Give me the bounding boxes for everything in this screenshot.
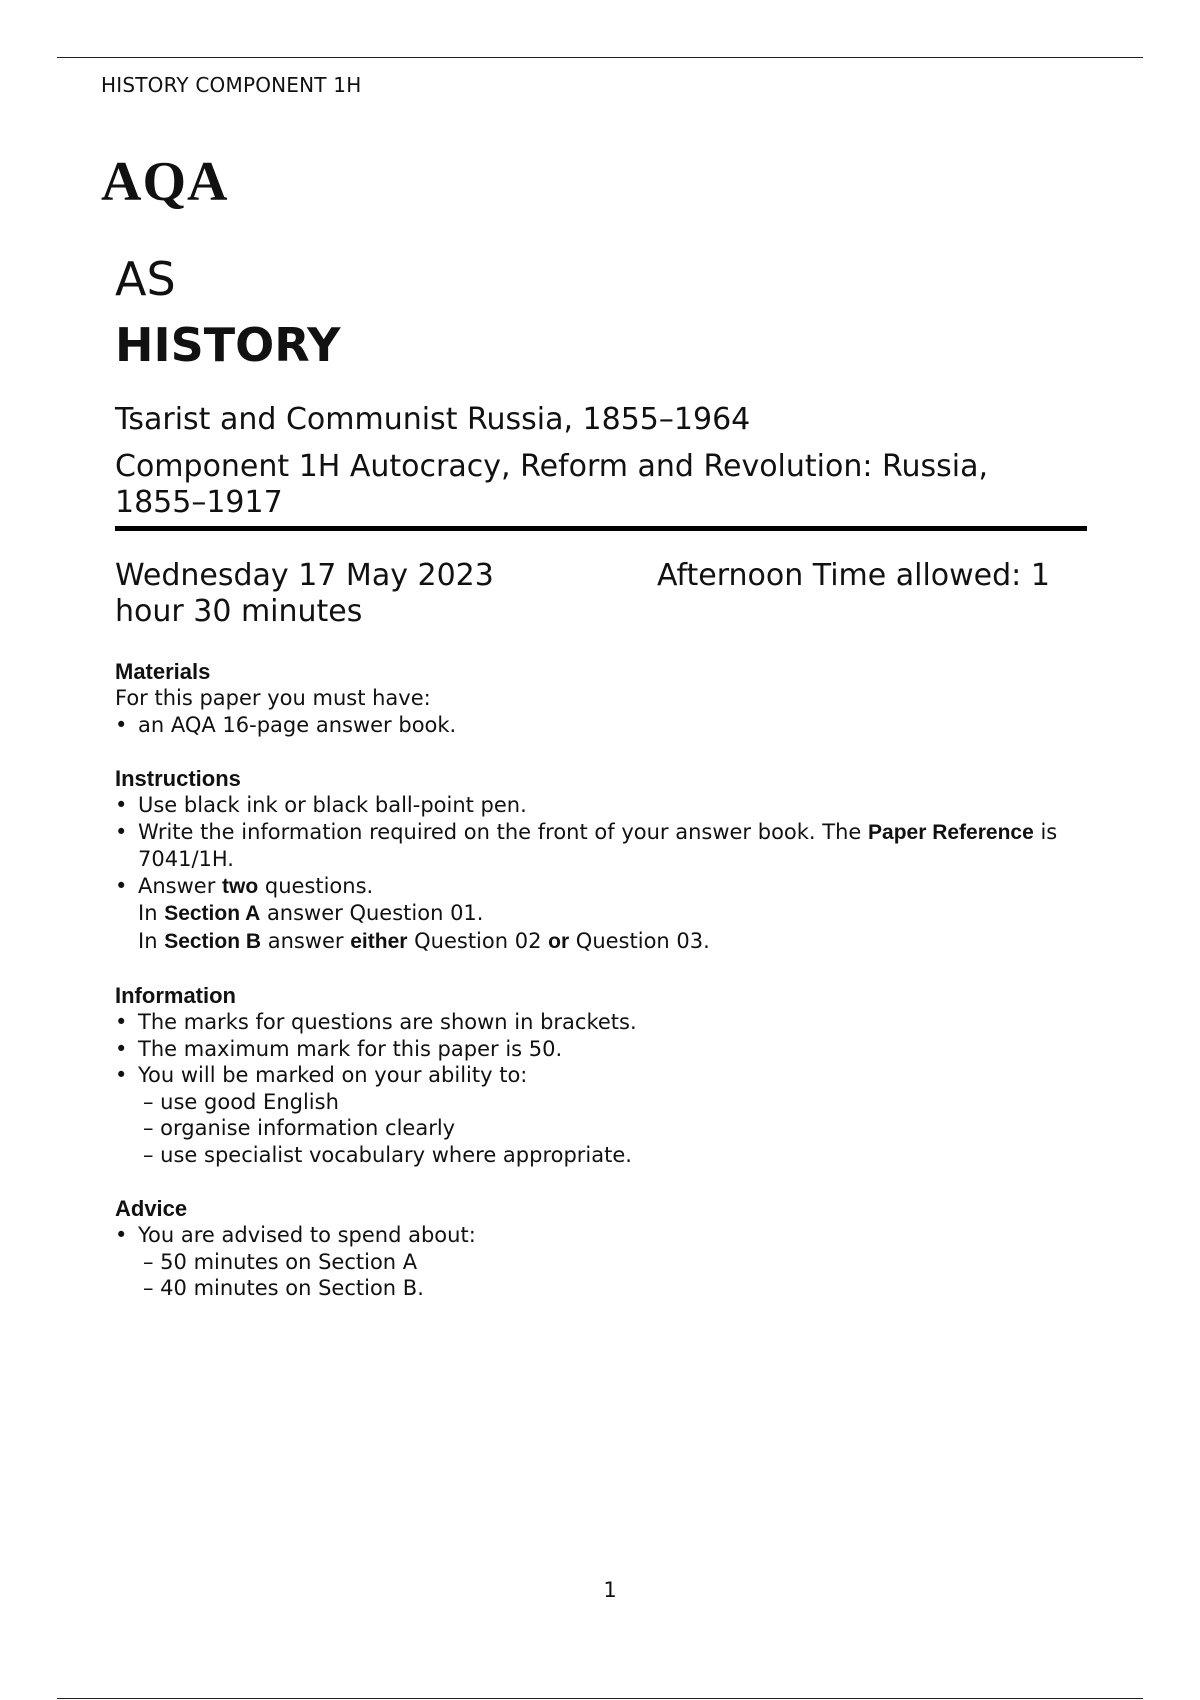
advice-subitem: – 50 minutes on Section A — [143, 1249, 418, 1274]
exam-date: Wednesday 17 May 2023 — [115, 558, 494, 593]
instruction-emphasis: either — [350, 929, 408, 953]
instruction-text: questions. — [258, 873, 374, 898]
advice-list — [115, 1222, 1085, 1302]
session-and-time-allowed: Afternoon Time allowed: 1 hour 30 minutes — [115, 558, 1050, 629]
materials-heading: Materials — [115, 659, 211, 684]
instruction-item — [115, 819, 1085, 873]
instructions-heading: Instructions — [115, 766, 241, 791]
information-heading: Information — [115, 983, 236, 1008]
information-item: • The marks for questions are shown in brackets. — [115, 1009, 1085, 1036]
component-title: Component 1H Autocracy, Reform and Revolution: Russia, 1855–1917 — [115, 449, 989, 520]
instruction-text: In — [138, 928, 165, 953]
information-subitem: – use good English — [143, 1089, 339, 1114]
instruction-emphasis: or — [548, 929, 570, 953]
information-item: • The maximum mark for this paper is 50. — [115, 1036, 1085, 1063]
instruction-text: In — [138, 901, 165, 925]
cover-content — [115, 658, 1085, 1329]
advice-subitem: – 40 minutes on Section B. — [143, 1276, 424, 1300]
instruction-line — [138, 900, 1085, 928]
instruction-line — [138, 928, 1085, 956]
instruction-text: Question 03. — [569, 928, 710, 953]
instruction-item: • Use black ink or black ball-point pen. — [115, 792, 1085, 819]
instruction-emphasis: Section B — [164, 929, 262, 953]
instructions-section — [115, 765, 1085, 955]
materials-section — [115, 658, 1085, 738]
instruction-text: answer — [261, 928, 351, 953]
running-header: HISTORY COMPONENT 1H — [101, 73, 362, 97]
information-subitem: – organise information clearly — [143, 1116, 456, 1140]
aqa-logo: AQA — [101, 151, 229, 213]
information-subitem: – use specialist vocabulary where appropriate. — [143, 1142, 632, 1167]
subject-title: HISTORY — [115, 318, 341, 372]
materials-intro: For this paper you must have: — [115, 686, 431, 710]
instruction-emphasis: Section A — [164, 902, 261, 925]
advice-item-text: • You are advised to spend about: — [138, 1223, 476, 1247]
advice-heading: Advice — [115, 1196, 188, 1221]
page-number: 1 — [603, 1578, 617, 1602]
information-section — [115, 982, 1085, 1168]
title-divider — [115, 526, 1087, 531]
instructions-list — [115, 792, 1085, 955]
top-rule — [57, 57, 1143, 58]
instruction-text: answer Question 01. — [260, 901, 484, 925]
instruction-text: Answer — [138, 873, 223, 898]
qualification-level: AS — [115, 252, 176, 306]
materials-item: • an AQA 16-page answer book. — [115, 712, 1085, 739]
exam-date-block — [115, 558, 1085, 630]
instruction-emphasis: Paper Reference — [868, 820, 1034, 844]
information-item-text: • You will be marked on your ability to: — [138, 1063, 528, 1087]
instruction-emphasis: two — [222, 874, 259, 898]
materials-list — [115, 712, 1085, 739]
advice-section — [115, 1195, 1085, 1302]
instruction-text: Question 02 — [407, 928, 549, 953]
information-item — [115, 1062, 1085, 1168]
paper-title-block — [115, 402, 1085, 521]
paper-title: Tsarist and Communist Russia, 1855–1964 — [115, 402, 751, 437]
instruction-item — [115, 873, 1085, 956]
instruction-text: is 7041/1H. — [138, 819, 1058, 871]
instruction-line — [138, 873, 1085, 901]
bottom-rule — [57, 1698, 1143, 1699]
advice-item — [115, 1222, 1085, 1302]
instruction-text: Write the information required on the front of your answer book. The — [138, 819, 869, 844]
information-list — [115, 1009, 1085, 1168]
